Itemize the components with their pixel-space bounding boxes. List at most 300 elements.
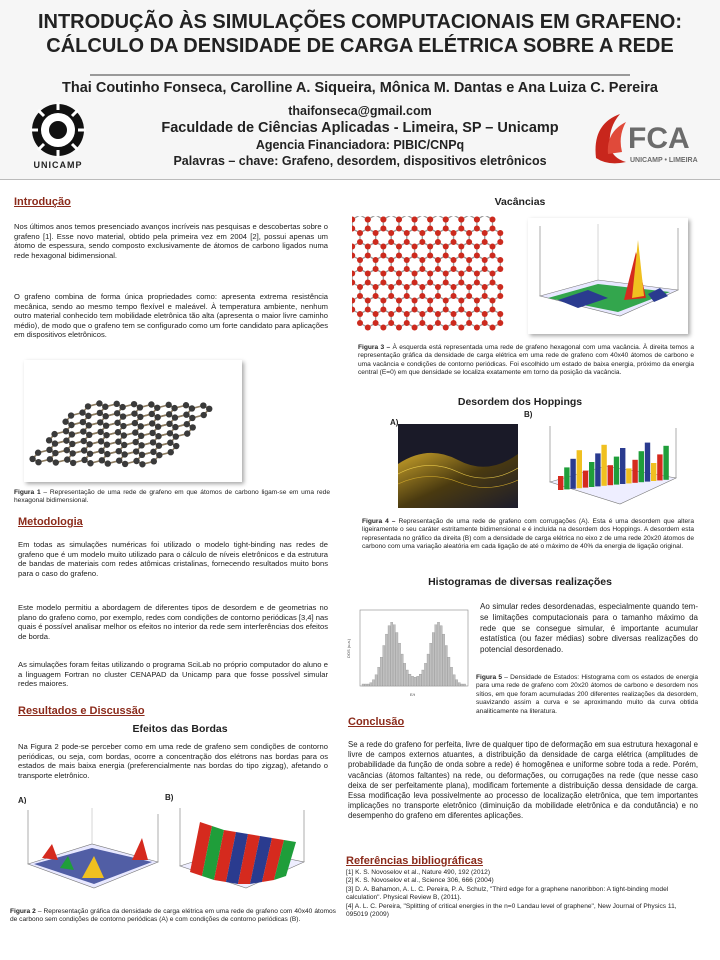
carbon-atom: [412, 271, 418, 277]
histogram-bar: [404, 663, 406, 686]
figure-1-label: Figura 1: [14, 489, 41, 496]
density-bar: [645, 443, 650, 482]
carbon-atom: [458, 217, 464, 223]
histogram-bar: [461, 684, 463, 686]
carbon-atom: [373, 230, 379, 236]
carbon-atom: [466, 293, 472, 299]
carbon-atom: [121, 432, 127, 438]
histogram-bar: [414, 677, 416, 686]
histogram-bar: [396, 633, 398, 686]
carbon-atom: [156, 442, 162, 448]
carbon-atom: [149, 430, 155, 436]
carbon-atom: [490, 244, 496, 250]
carbon-atom: [166, 421, 172, 427]
carbon-atom: [357, 293, 363, 299]
figure-5-text: – Densidade de Estados: Histograma com os estados de energia para uma rede de grafeno com 20x20 átomos de carbono e desordem nos sítios, em que foram acumuladas 200 diferentes realizações da desordem, suavizando assim a curva e se aproximando muito da curva obtida analiticamente na literatura.: [476, 674, 699, 715]
carbon-atom: [96, 400, 102, 406]
carbon-atom: [427, 244, 433, 250]
carbon-atom: [99, 457, 105, 463]
figure-1-text: – Representação de uma rede de grafeno em que átomos de carbono ligam-se em uma rede hexagonal bidimensional.: [14, 489, 330, 505]
carbon-atom: [451, 311, 457, 317]
histogram-bar: [453, 675, 455, 686]
carbon-atom: [497, 239, 503, 245]
density-bar: [651, 463, 656, 481]
carbon-atom: [155, 433, 161, 439]
carbon-atom: [103, 432, 109, 438]
carbon-atom: [63, 428, 69, 434]
figure-5-x-axis-label: E/t: [410, 692, 415, 697]
carbon-atom: [435, 311, 441, 317]
figure-3-label: Figura 3 –: [358, 344, 391, 351]
authors: Thai Coutinho Fonseca, Carolline A. Siqueira, Mônica M. Dantas e Ana Luiza C. Pereira: [62, 80, 658, 96]
carbon-atom: [132, 429, 138, 435]
intro-paragraph-2: O grafeno combina de forma única propriedades como: apresenta extrema resistência mecânica, sendo ao mesmo tempo flexível e maleável. À temperatura ambiente, nenhum outro material conhecido tem mobilidade eletrônica tão alta (apresenta o maior livre caminho médio), de modo que o grafeno tem se configurado como um forte candidato para aplicações em dispositivos eletrônicos.: [14, 292, 328, 340]
histogram-bar: [383, 646, 385, 686]
carbon-atom: [482, 266, 488, 272]
density-bar: [620, 448, 625, 484]
carbon-atom: [166, 411, 172, 417]
carbon-atom: [443, 217, 449, 223]
figure-5-y-axis-label: DOS (u.a.): [346, 638, 351, 658]
carbon-atom: [131, 401, 137, 407]
carbon-atom: [380, 226, 386, 232]
funding-agency: Agencia Financiadora: PIBIC/CNPq: [255, 138, 465, 152]
histogram-bar: [419, 674, 421, 686]
carbon-atom: [150, 449, 156, 455]
carbon-atom: [466, 257, 472, 263]
carbon-atom: [357, 311, 363, 317]
carbon-atom: [451, 230, 457, 236]
carbon-atom: [427, 253, 433, 259]
resultados-heading: Resultados e Discussão: [18, 705, 145, 717]
carbon-atom: [443, 226, 449, 232]
histogram-bar: [445, 646, 447, 686]
carbon-atom: [206, 406, 212, 412]
carbon-atom: [29, 456, 35, 462]
carbon-atom: [115, 439, 121, 445]
density-bar: [570, 459, 575, 489]
references-list: [346, 869, 700, 919]
density-bar: [614, 457, 619, 485]
carbon-atom: [357, 239, 363, 245]
carbon-atom: [380, 217, 386, 223]
carbon-atom: [373, 239, 379, 245]
histogram-bar: [378, 667, 380, 686]
carbon-atom: [165, 402, 171, 408]
histogram-bar: [409, 674, 411, 686]
carbon-atom: [474, 217, 480, 223]
carbon-atom: [138, 433, 144, 439]
histogram-bar: [401, 654, 403, 686]
histogram-bar: [440, 626, 442, 686]
carbon-atom: [80, 428, 86, 434]
fca-logo-letters: FCA: [628, 122, 690, 155]
figure-2a-edge-density-plot: [22, 804, 164, 900]
carbon-atom: [388, 293, 394, 299]
carbon-atom: [458, 271, 464, 277]
carbon-atom: [148, 401, 154, 407]
poster-header: [0, 0, 720, 180]
carbon-atom: [427, 226, 433, 232]
title-line-1: INTRODUÇÃO ÀS SIMULAÇÕES COMPUTACIONAIS EM GRAFENO:: [37, 11, 683, 33]
carbon-atom: [365, 280, 371, 286]
histogram-bar: [427, 654, 429, 686]
carbon-atom: [184, 421, 190, 427]
figure-2-caption: [10, 908, 336, 925]
carbon-atom: [466, 284, 472, 290]
carbon-atom: [81, 447, 87, 453]
carbon-atom: [189, 405, 195, 411]
carbon-atom: [190, 424, 196, 430]
carbon-atom: [396, 307, 402, 313]
figure-2b-label: B): [165, 793, 174, 802]
carbon-atom: [497, 311, 503, 317]
figure-1-graphene-lattice: [24, 360, 242, 482]
carbon-atom: [86, 422, 92, 428]
carbon-atom: [189, 415, 195, 421]
carbon-atom: [396, 280, 402, 286]
carbon-atom: [357, 284, 363, 290]
figure-5-label: Figura 5: [476, 674, 503, 681]
figure-3-caption: [358, 344, 694, 378]
carbon-atom: [81, 457, 87, 463]
carbon-atom: [86, 432, 92, 438]
histogram-bar: [362, 684, 364, 686]
histogram-bar: [370, 683, 372, 686]
carbon-atom: [466, 266, 472, 272]
carbon-atom: [114, 410, 120, 416]
carbon-atom: [365, 271, 371, 277]
carbon-atom: [490, 271, 496, 277]
figure-4a-corrugated-lattice: [398, 424, 518, 508]
carbon-atom: [62, 419, 68, 425]
carbon-atom: [490, 307, 496, 313]
carbon-atom: [482, 311, 488, 317]
carbon-atom: [435, 320, 441, 326]
carbon-atom: [119, 404, 125, 410]
carbon-atom: [443, 244, 449, 250]
figure-5-caption: [476, 674, 698, 716]
poster-title: [10, 10, 710, 58]
carbon-atom: [451, 320, 457, 326]
carbon-atom: [435, 239, 441, 245]
histogram-bar: [398, 643, 400, 686]
histogram-bar: [367, 684, 369, 686]
histogram-bar: [417, 676, 419, 686]
carbon-atom: [121, 451, 127, 457]
carbon-atom: [149, 420, 155, 426]
conclusao-heading: Conclusão: [348, 716, 405, 728]
carbon-atom: [412, 298, 418, 304]
histogramas-heading: Histogramas de diversas realizações: [428, 576, 612, 588]
histogram-bar: [463, 684, 465, 686]
carbon-atom: [85, 413, 91, 419]
carbon-atom: [412, 244, 418, 250]
carbon-atom: [412, 325, 418, 331]
carbon-atom: [497, 257, 503, 263]
referencias-heading: Referências bibliográficas: [346, 855, 483, 867]
carbon-atom: [458, 307, 464, 313]
carbon-atom: [388, 230, 394, 236]
carbon-atom: [52, 440, 58, 446]
histogram-bar: [385, 634, 387, 686]
density-bar: [589, 462, 594, 487]
carbon-atom: [97, 419, 103, 425]
metodologia-heading: Metodologia: [18, 516, 83, 528]
carbon-atom: [435, 257, 441, 263]
carbon-atom: [85, 403, 91, 409]
carbon-atom: [132, 439, 138, 445]
carbon-atom: [458, 253, 464, 259]
carbon-atom: [373, 320, 379, 326]
carbon-atom: [427, 280, 433, 286]
vacancias-heading: Vacâncias: [494, 196, 546, 208]
carbon-atom: [490, 298, 496, 304]
carbon-atom: [482, 239, 488, 245]
carbon-atom: [443, 271, 449, 277]
carbon-atom: [482, 320, 488, 326]
carbon-atom: [373, 293, 379, 299]
carbon-atom: [69, 431, 75, 437]
carbon-atom: [443, 253, 449, 259]
carbon-atom: [104, 441, 110, 447]
carbon-atom: [168, 449, 174, 455]
histogram-bar: [372, 680, 374, 686]
figure-4b-label: B): [524, 410, 533, 419]
carbon-atom: [64, 447, 70, 453]
histogram-bar: [432, 633, 434, 686]
bordas-subheading: Efeitos das Bordas: [132, 723, 228, 735]
figure-3a-vacancy-lattice: [352, 216, 516, 338]
density-bar: [583, 471, 588, 488]
histogram-bar: [430, 643, 432, 686]
carbon-atom: [35, 459, 41, 465]
carbon-atom: [435, 230, 441, 236]
carbon-atom: [466, 320, 472, 326]
histogram-bar: [435, 625, 437, 686]
carbon-atom: [482, 284, 488, 290]
carbon-atom: [419, 257, 425, 263]
carbon-atom: [46, 447, 52, 453]
carbon-atom: [419, 266, 425, 272]
carbon-atom: [404, 266, 410, 272]
carbon-atom: [201, 412, 207, 418]
reference-item: [4] A. L. C. Pereira, "Splitting of critical energies in the n=0 Landau level of graphene", New Journal of Physics 11, 095019 (2009): [346, 902, 677, 919]
carbon-atom: [87, 460, 93, 466]
figure-2-label: Figura 2: [10, 908, 36, 915]
intro-paragraph-1: Nos últimos anos temos presenciado avanços incríveis nas pesquisas e descobertas sobre o grafeno [1]. Esse novo material, obtido pela primeira vez em 2004 [2], possui apenas um átomo de espessura, sendo composto exclusivamente de átomos de carbono ligados numa rede hexagonal bidimensional.: [14, 222, 328, 260]
carbon-atom: [435, 284, 441, 290]
carbon-atom: [497, 320, 503, 326]
carbon-atom: [132, 420, 138, 426]
carbon-atom: [357, 320, 363, 326]
carbon-atom: [149, 411, 155, 417]
figure-4b-hopping-density-plot: [540, 420, 684, 516]
carbon-atom: [419, 230, 425, 236]
histogram-bar: [393, 625, 395, 686]
title-line-2: CÁLCULO DA DENSIDADE DE CARGA ELÉTRICA SOBRE A REDE: [46, 35, 674, 57]
keywords: Palavras – chave: Grafeno, desordem, dispositivos eletrônicos: [173, 154, 547, 168]
carbon-atom: [497, 230, 503, 236]
histogram-bar: [375, 675, 377, 686]
figure-1-caption: [14, 489, 330, 506]
fca-logo-icon: [586, 106, 710, 172]
carbon-atom: [451, 239, 457, 245]
density-bar: [657, 454, 662, 480]
carbon-atom: [482, 293, 488, 299]
carbon-atom: [380, 271, 386, 277]
figure-4a-label: A): [390, 418, 399, 427]
carbon-atom: [103, 422, 109, 428]
carbon-atom: [365, 253, 371, 259]
carbon-atom: [388, 284, 394, 290]
carbon-atom: [497, 266, 503, 272]
carbon-atom: [154, 405, 160, 411]
resultados-paragraph-1: Na Figura 2 pode-se perceber como em uma rede de grafeno sem condições de contorno periódicas, ou seja, com bordas, ocorre a concentração dos elétrons nas bordas para os estados de mais baixa energia (preferencialmente nas bordas do tipo zigzag), afetando o transporte eletrônico.: [18, 742, 328, 780]
carbon-atom: [120, 413, 126, 419]
carbon-atom: [380, 298, 386, 304]
figure-2a-label: A): [18, 796, 27, 805]
carbon-atom: [115, 429, 121, 435]
carbon-atom: [482, 230, 488, 236]
carbon-atom: [388, 311, 394, 317]
carbon-atom: [116, 457, 122, 463]
carbon-atom: [365, 226, 371, 232]
carbon-atom: [388, 266, 394, 272]
carbon-atom: [151, 458, 157, 464]
carbon-atom: [184, 430, 190, 436]
figure-4-caption: [362, 518, 694, 552]
carbon-atom: [172, 414, 178, 420]
carbon-atom: [86, 441, 92, 447]
histogram-bar: [391, 622, 393, 686]
carbon-atom: [388, 239, 394, 245]
carbon-atom: [173, 443, 179, 449]
figure-5-dos-histogram: [346, 604, 472, 702]
carbon-atom: [103, 413, 109, 419]
intro-heading: Introdução: [14, 196, 71, 208]
carbon-atom: [167, 440, 173, 446]
carbon-atom: [133, 458, 139, 464]
carbon-atom: [68, 412, 74, 418]
carbon-atom: [474, 307, 480, 313]
carbon-atom: [380, 325, 386, 331]
carbon-atom: [482, 257, 488, 263]
carbon-atom: [81, 438, 87, 444]
carbon-atom: [79, 409, 85, 415]
carbon-atom: [137, 404, 143, 410]
reference-item: [2] K. S. Novoselov et al., Science 306, 666 (2004): [346, 877, 494, 885]
title-divider: [90, 74, 630, 76]
carbon-atom: [412, 226, 418, 232]
carbon-atom: [154, 414, 160, 420]
carbon-atom: [104, 451, 110, 457]
carbon-atom: [357, 230, 363, 236]
carbon-atom: [419, 293, 425, 299]
carbon-atom: [427, 325, 433, 331]
carbon-atom: [137, 414, 143, 420]
carbon-atom: [121, 442, 127, 448]
unicamp-logo-text: UNICAMP: [33, 160, 83, 170]
carbon-atom: [138, 423, 144, 429]
density-bar: [595, 453, 600, 486]
carbon-atom: [171, 405, 177, 411]
carbon-atom: [396, 226, 402, 232]
figure-2b-periodic-density-plot: [172, 802, 312, 900]
figure-4-text: Representação de uma rede de grafeno com corrugações (A). Esta é uma desordem que altera ligeiramente o seu caráter estritamente bidimensional e é incluída na desordem dos Hoppings. A desordem esta representada no gráfico da direita (B) com a densidade de carga elétrica no eixo z de uma rede 20x20 átomos de carbono com uma variação aleatória em cada ligação de até o máximo de 40% da energia de ligação original.: [362, 518, 694, 551]
carbon-atom: [490, 217, 496, 223]
density-bar: [608, 465, 613, 485]
figure-4-label: Figura 4 –: [362, 518, 396, 525]
carbon-atom: [46, 437, 52, 443]
carbon-atom: [172, 424, 178, 430]
carbon-atom: [443, 307, 449, 313]
density-bar: [663, 446, 668, 480]
histogram-bar: [422, 670, 424, 686]
carbon-atom: [388, 257, 394, 263]
carbon-atom: [357, 266, 363, 272]
carbon-atom: [458, 280, 464, 286]
carbon-atom: [63, 437, 69, 443]
carbon-atom: [365, 325, 371, 331]
carbon-atom: [116, 448, 122, 454]
carbon-atom: [183, 402, 189, 408]
carbon-atom: [412, 253, 418, 259]
carbon-atom: [458, 298, 464, 304]
carbon-atom: [373, 284, 379, 290]
carbon-atom: [466, 311, 472, 317]
carbon-atom: [474, 298, 480, 304]
carbon-atom: [458, 244, 464, 250]
carbon-atom: [474, 244, 480, 250]
carbon-atom: [373, 311, 379, 317]
carbon-atom: [419, 284, 425, 290]
carbon-atom: [131, 410, 137, 416]
density-bar: [564, 467, 569, 489]
carbon-atom: [427, 271, 433, 277]
carbon-atom: [419, 311, 425, 317]
carbon-atom: [412, 217, 418, 223]
carbon-atom: [443, 280, 449, 286]
carbon-atom: [87, 451, 93, 457]
carbon-atom: [404, 230, 410, 236]
carbon-atom: [404, 284, 410, 290]
carbon-atom: [53, 459, 59, 465]
carbon-atom: [97, 410, 103, 416]
histogram-bar: [437, 622, 439, 686]
carbon-atom: [497, 293, 503, 299]
density-bar: [577, 450, 582, 488]
carbon-atom: [98, 448, 104, 454]
density-bar: [558, 476, 563, 490]
carbon-atom: [419, 320, 425, 326]
histogram-bar: [450, 667, 452, 686]
histogram-bar: [411, 676, 413, 686]
carbon-atom: [167, 430, 173, 436]
carbon-atom: [396, 298, 402, 304]
carbon-atom: [380, 244, 386, 250]
faculty: Faculdade de Ciências Aplicadas - Limeira, SP – Unicamp: [161, 120, 559, 136]
carbon-atom: [396, 217, 402, 223]
carbon-atom: [490, 280, 496, 286]
carbon-atom: [183, 411, 189, 417]
histogram-bar: [456, 680, 458, 686]
reference-item: [3] D. A. Bahamon, A. L. C. Pereira, P. A. Schulz, "Third edge for a graphene nanoribbon: A tight-binding model calculation". Physical Review B, (2011).: [346, 885, 669, 902]
carbon-atom: [380, 253, 386, 259]
histogram-bar: [448, 657, 450, 686]
reference-item: [1] K. S. Novoselov et al., Nature 490, 192 (2012): [346, 869, 491, 876]
carbon-atom: [388, 320, 394, 326]
